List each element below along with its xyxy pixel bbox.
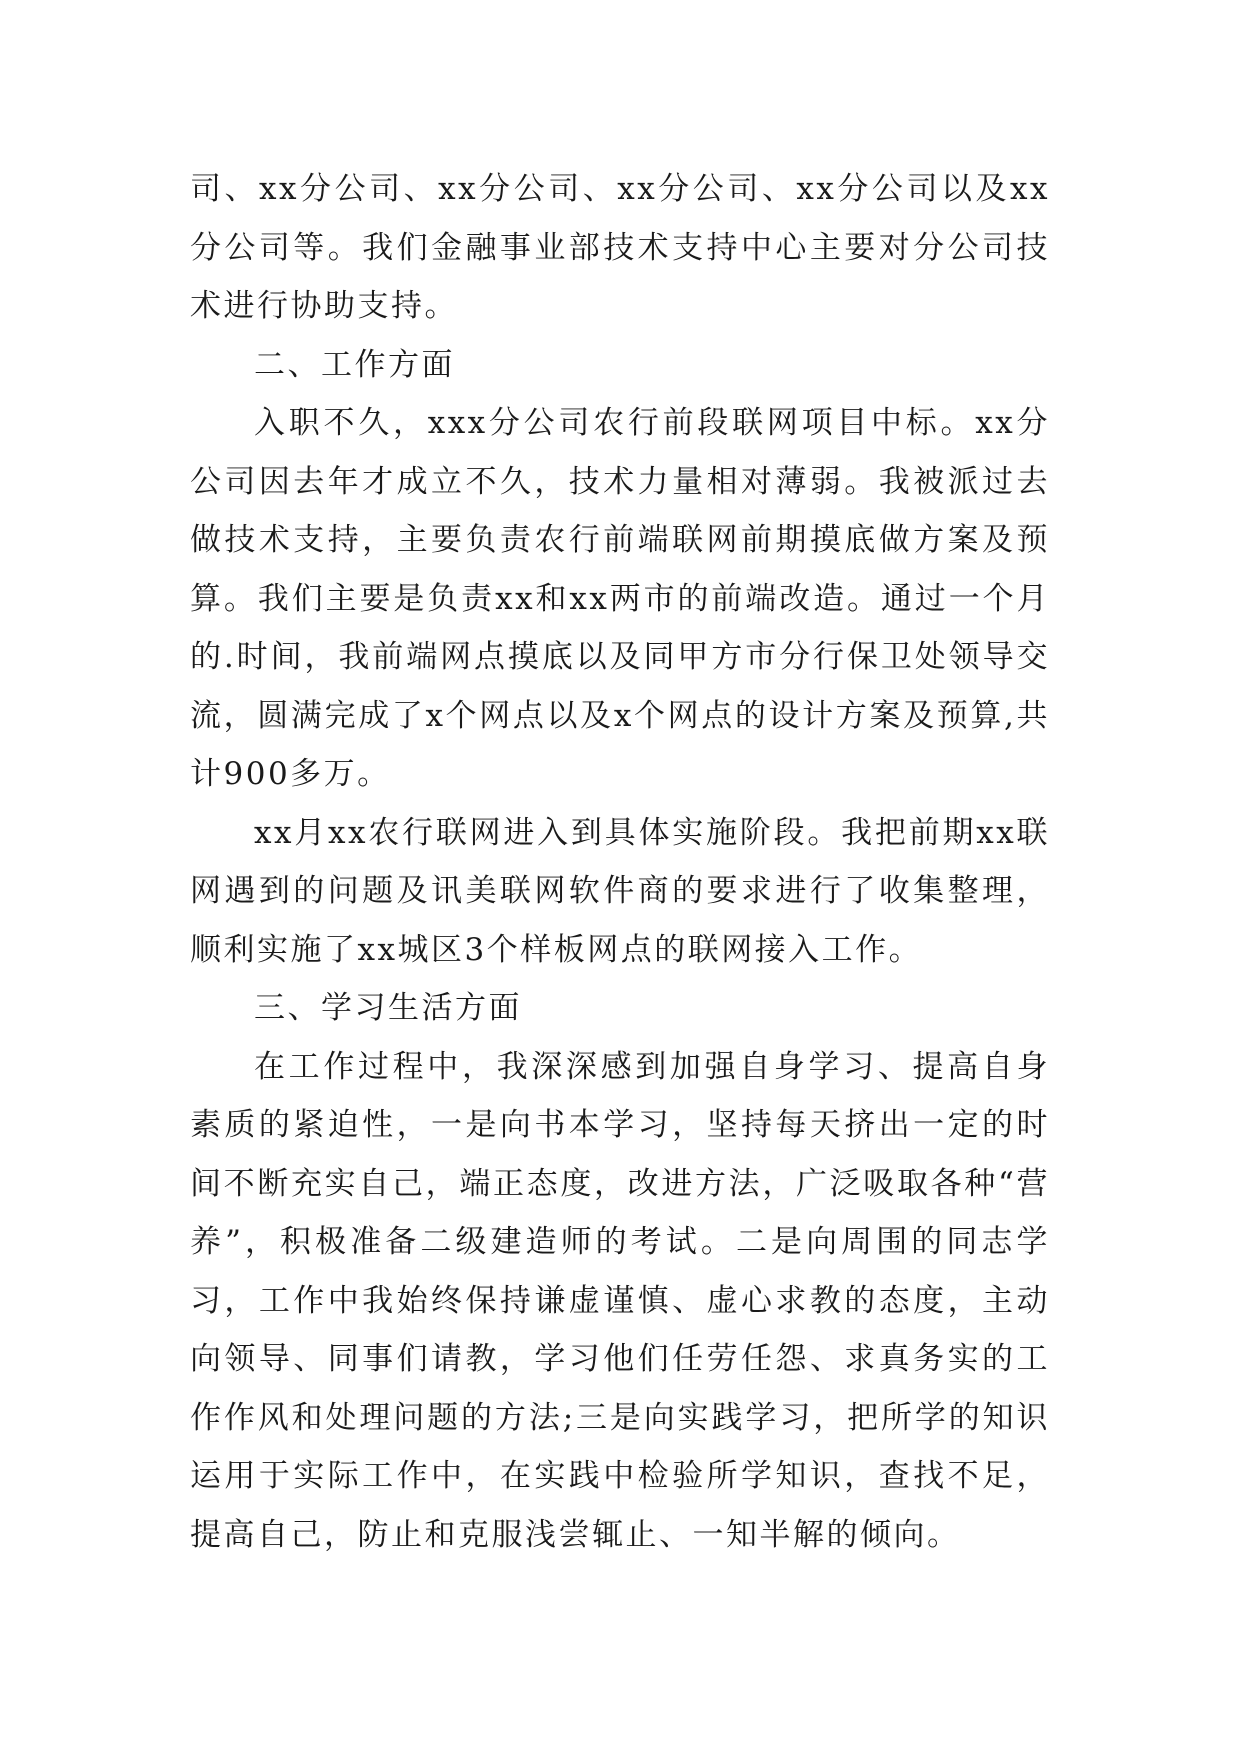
paragraph-work-implementation: xx月xx农行联网进入到具体实施阶段。我把前期xx联网遇到的问题及讯美联网软件商的要求进行了收集整理，顺利实施了xx城区3个样板网点的联网接入工作。 [190, 814, 1050, 968]
paragraph-work-project: 入职不久，xxx分公司农行前段联网项目中标。xx分公司因去年才成立不久，技术力量相对薄弱。我被派过去做技术支持，主要负责农行前端联网前期摸底做方案及预算。我们主要是负责xx和xx两市的前端改造。通过一个月的.时间，我前端网点摸底以及同甲方市分行保卫处领导交流，圆满完成了x个网点以及x个网点的设计方案及预算,共计900多万。 [190, 405, 1050, 792]
paragraph-study: 在工作过程中，我深深感到加强自身学习、提高自身素质的紧迫性，一是向书本学习，坚持每天挤出一定的时间不断充实自己，端正态度，改进方法，广泛吸取各种“营养”，积极准备二级建造师的考试。二是向周围的同志学习，工作中我始终保持谦虚谨慎、虚心求教的态度，主动向领导、同事们请教，学习他们任劳任怨、求真务实的工作作风和处理问题的方法;三是向实践学习，把所学的知识运用于实际工作中，在实践中检验所学知识，查找不足，提高自己，防止和克服浅尝辄止、一知半解的倾向。 [190, 1048, 1050, 1553]
document-body [190, 160, 1050, 1564]
paragraph-company-list: 司、xx分公司、xx分公司、xx分公司、xx分公司以及xx分公司等。我们金融事业部技术支持中心主要对分公司技术进行协助支持。 [190, 171, 1050, 324]
section-heading-work: 二、工作方面 [254, 346, 455, 383]
section-heading-study-life: 三、学习生活方面 [254, 990, 522, 1026]
